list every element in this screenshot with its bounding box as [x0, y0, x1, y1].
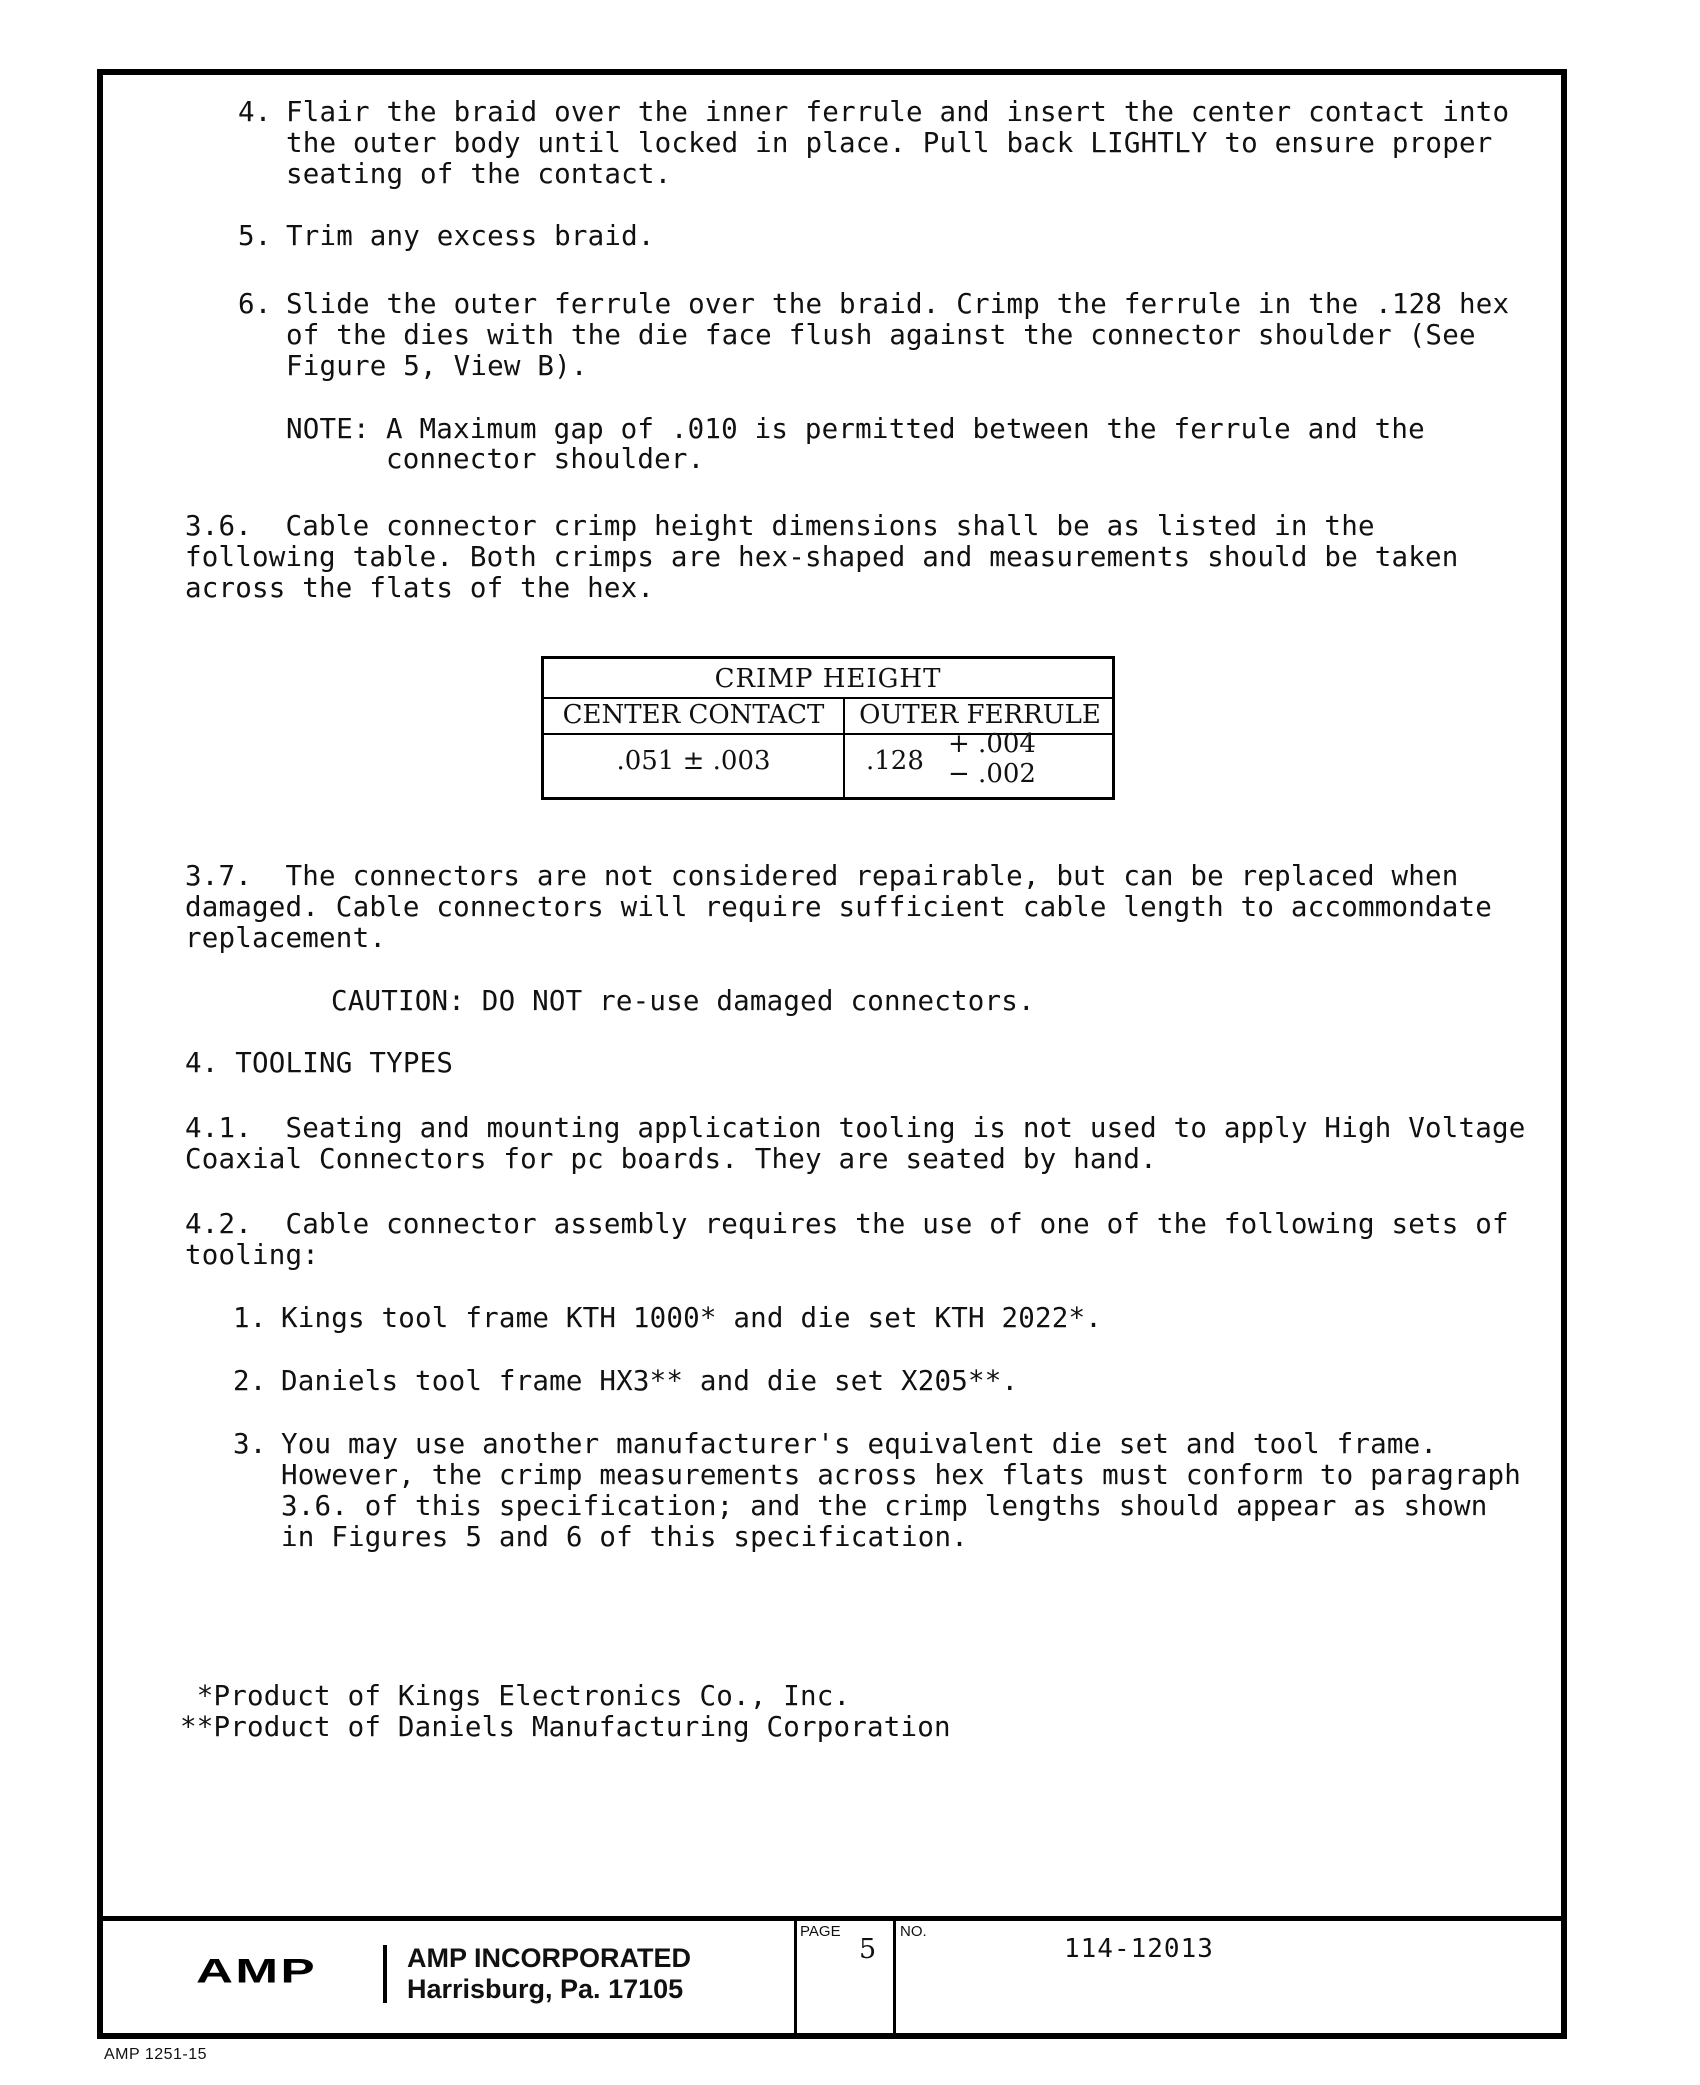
- step-4-line-3: seating of the contact.: [286, 158, 672, 190]
- footnote-kings: *Product of Kings Electronics Co., Inc.: [180, 1680, 851, 1712]
- page-label: PAGE: [800, 1923, 841, 1940]
- center-contact-value: .051 ± .003: [616, 746, 771, 776]
- tooling-item-3-line-4: in Figures 5 and 6 of this specification.: [281, 1521, 969, 1553]
- company-address: Harrisburg, Pa. 17105: [407, 1974, 684, 2004]
- page-number: 5: [859, 1934, 877, 1965]
- para-3-6-line-3: across the flats of the hex.: [185, 572, 655, 604]
- footer-divider: [103, 1916, 1561, 1921]
- company-name: AMP INCORPORATED: [407, 1943, 692, 1973]
- tooling-item-1-number: 1.: [233, 1302, 267, 1334]
- amp-logo: [196, 1957, 362, 1991]
- number-label: NO.: [900, 1923, 927, 1940]
- para-4-1-line-2: Coaxial Connectors for pc boards. They are seated by hand.: [185, 1143, 1157, 1175]
- para-4-1-line-1: 4.1. Seating and mounting application tooling is not used to apply High Voltage: [185, 1112, 1526, 1144]
- form-number: AMP 1251-15: [104, 2046, 208, 2063]
- step-6-line-3: Figure 5, View B).: [286, 350, 588, 382]
- note-label: NOTE:: [286, 413, 370, 445]
- center-contact-header: CENTER CONTACT: [562, 700, 825, 730]
- step-5-line-1: Trim any excess braid.: [286, 220, 655, 252]
- logo-separator: [383, 1945, 387, 2003]
- outer-ferrule-value: .128: [866, 746, 924, 776]
- step-5-number: 5.: [238, 220, 272, 252]
- step-6-number: 6.: [238, 288, 272, 320]
- section-4-title: 4. TOOLING TYPES: [185, 1047, 454, 1079]
- step-4-number: 4.: [238, 96, 272, 128]
- crimp-height-table: [541, 656, 1115, 800]
- para-3-6-line-1: 3.6. Cable connector crimp height dimensions shall be as listed in the: [185, 510, 1375, 542]
- footer-page-divider: [794, 1921, 797, 2033]
- outer-ferrule-minus-tolerance: − .002: [948, 759, 1036, 789]
- document-number: 114-12013: [1064, 1934, 1214, 1964]
- tooling-item-2-number: 2.: [233, 1365, 267, 1397]
- step-6-line-2: of the dies with the die face flush against the connector shoulder (See: [286, 319, 1476, 351]
- note-line-1: A Maximum gap of .010 is permitted between the ferrule and the: [386, 413, 1425, 445]
- para-3-6-line-2: following table. Both crimps are hex-shaped and measurements should be taken: [185, 541, 1459, 573]
- amp-logo-text: AMP: [196, 1957, 318, 1991]
- company-block: [407, 1943, 691, 2005]
- para-4-2-line-2: tooling:: [185, 1239, 320, 1271]
- tooling-item-2-text: Daniels tool frame HX3** and die set X205**.: [281, 1365, 1019, 1397]
- tooling-item-3-line-2: However, the crimp measurements across hex flats must conform to paragraph: [281, 1459, 1521, 1491]
- outer-ferrule-header: OUTER FERRULE: [859, 700, 1101, 730]
- tooling-item-3-number: 3.: [233, 1428, 267, 1460]
- step-4-line-2: the outer body until locked in place. Pull back LIGHTLY to ensure proper: [286, 127, 1493, 159]
- step-4-line-1: Flair the braid over the inner ferrule and insert the center contact into: [286, 96, 1510, 128]
- tooling-item-3-line-3: 3.6. of this specification; and the crimp lengths should appear as shown: [281, 1490, 1488, 1522]
- table-column-divider: [843, 697, 845, 797]
- crimp-table-title: CRIMP HEIGHT: [544, 659, 1112, 699]
- caution-text: CAUTION: DO NOT re-use damaged connectors.: [331, 985, 1035, 1017]
- para-3-7-line-2: damaged. Cable connectors will require sufficient cable length to accommondate: [185, 891, 1492, 923]
- outer-ferrule-plus-tolerance: + .004: [948, 729, 1036, 759]
- footer-number-divider: [893, 1921, 896, 2033]
- step-6-line-1: Slide the outer ferrule over the braid. Crimp the ferrule in the .128 hex: [286, 288, 1510, 320]
- para-3-7-line-3: replacement.: [185, 922, 387, 954]
- note-line-2: connector shoulder.: [386, 443, 705, 475]
- tooling-item-3-line-1: You may use another manufacturer's equivalent die set and tool frame.: [281, 1428, 1438, 1460]
- para-3-7-line-1: 3.7. The connectors are not considered repairable, but can be replaced when: [185, 860, 1459, 892]
- para-4-2-line-1: 4.2. Cable connector assembly requires the use of one of the following sets of: [185, 1208, 1509, 1240]
- tooling-item-1-text: Kings tool frame KTH 1000* and die set KTH 2022*.: [281, 1302, 1103, 1334]
- footnote-daniels: **Product of Daniels Manufacturing Corporation: [180, 1711, 951, 1743]
